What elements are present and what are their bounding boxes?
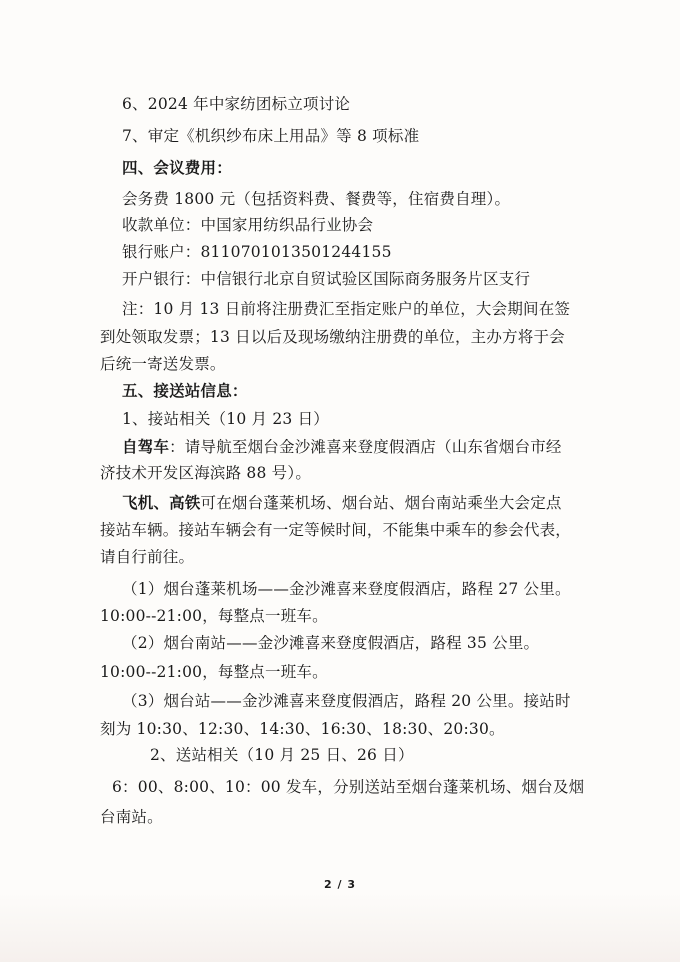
dropoff-heading: 2、送站相关（10 月 25 日、26 日）: [150, 746, 414, 764]
self-drive-text: ：请导航至烟台金沙滩喜来登度假酒店（山东省烟台市经: [169, 438, 562, 456]
self-drive-label: 自驾车: [122, 437, 170, 456]
flight-rail-line-1: [122, 492, 562, 514]
route-3-text: （3）烟台站——金沙滩喜来登度假酒店，路程 20 公里。接站时: [122, 692, 571, 710]
section-4-heading: 四、会议费用：: [122, 158, 232, 177]
invoice-note-line-2: 到处领取发票；13 日以后及现场缴纳注册费的单位，主办方将于会: [100, 328, 565, 346]
flight-rail-text: 可在烟台蓬莱机场、烟台站、烟台南站乘坐大会定点: [200, 494, 562, 512]
invoice-note-line-1: 注：10 月 13 日前将注册费汇至指定账户的单位，大会期间在签: [122, 300, 571, 318]
route-1-text: （1）烟台蓬莱机场——金沙滩喜来登度假酒店，路程 27 公里。: [122, 580, 571, 598]
route-1-schedule: 10:00--21:00，每整点一班车。: [100, 607, 328, 625]
agenda-item-7: 7、审定《机织纱布床上用品》等 8 项标准: [122, 127, 420, 145]
bottom-shading: [0, 892, 680, 962]
agenda-item-6: 6、2024 年中家纺团标立项讨论: [122, 95, 351, 113]
invoice-note-line-3: 后统一寄送发票。: [100, 355, 226, 373]
flight-rail-line-3: 请自行前往。: [100, 548, 195, 566]
route-2-text: （2）烟台南站——金沙滩喜来登度假酒店，路程 35 公里。: [122, 634, 540, 652]
section-5-heading: 五、接送站信息：: [122, 381, 248, 400]
self-drive-line-1: [122, 436, 562, 458]
route-3-schedule: 刻为 10:30、12:30、14:30、16:30、18:30、20:30。: [100, 720, 505, 738]
page-number: 2 / 3: [324, 878, 356, 891]
meeting-fee-text: 会务费 1800 元（包括资料费、餐费等，住宿费自理）。: [122, 190, 511, 208]
pickup-heading: 1、接站相关（10 月 23 日）: [122, 410, 329, 428]
route-2-schedule: 10:00--21:00，每整点一班车。: [100, 663, 328, 681]
dropoff-schedule-line-1: 6：00、8:00、10：00 发车，分别送站至烟台蓬莱机场、烟台及烟: [112, 778, 585, 796]
bank-name-text: 开户银行：中信银行北京自贸试验区国际商务服务片区支行: [122, 270, 531, 288]
flight-rail-line-2: 接站车辆。接站车辆会有一定等候时间，不能集中乘车的参会代表，: [100, 521, 572, 539]
flight-rail-label: 飞机、高铁: [122, 493, 201, 512]
self-drive-line-2: 济技术开发区海滨路 88 号）。: [100, 464, 312, 482]
dropoff-schedule-line-2: 台南站。: [100, 808, 163, 826]
bank-account-text: 银行账户：8110701013501244155: [122, 243, 392, 261]
payee-text: 收款单位：中国家用纺织品行业协会: [122, 216, 374, 234]
